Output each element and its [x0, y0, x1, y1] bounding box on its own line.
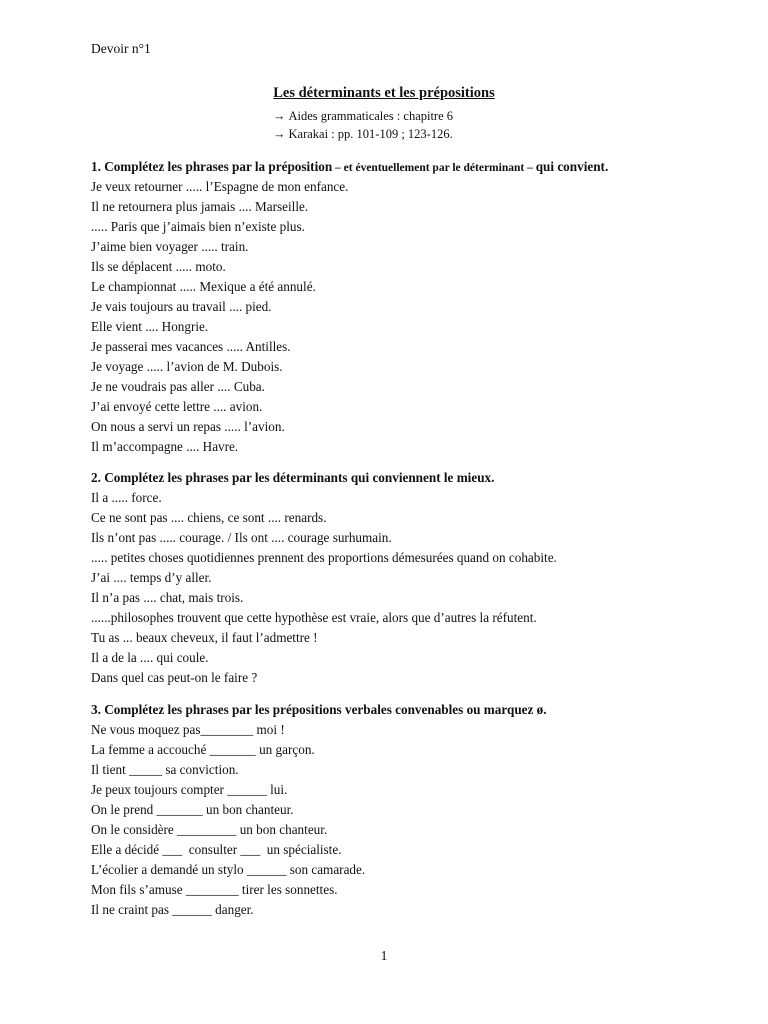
exercise-sentence: Il a de la .... qui coule. — [91, 650, 209, 665]
reference-item — [273, 125, 453, 143]
exercise-sentence: Je peux toujours compter ______ lui. — [91, 782, 288, 797]
exercise-sentence: Ce ne sont pas .... chiens, ce sont .... renards. — [91, 510, 327, 525]
exercise-lines — [91, 720, 691, 920]
exercise-sentence: Mon fils s’amuse ________ tirer les sonnettes. — [91, 882, 338, 897]
exercise-sentence: Je veux retourner ..... l’Espagne de mon enfance. — [91, 179, 349, 194]
exercise-sentence: Elle a décidé ___ consulter ___ un spécialiste. — [91, 842, 342, 857]
exercise-heading-note: – et éventuellement par le déterminant – — [332, 162, 536, 174]
exercise-sentence: Ne vous moquez pas________ moi ! — [91, 722, 285, 737]
exercise-sentence: Il tient _____ sa conviction. — [91, 762, 239, 777]
exercise-lines — [91, 488, 691, 688]
references-list — [273, 107, 453, 143]
exercise-sentence: Tu as ... beaux cheveux, il faut l’admettre ! — [91, 630, 318, 645]
arrow-right-icon: → — [273, 109, 286, 123]
exercise-sentence: ..... Paris que j’aimais bien n’existe plus. — [91, 219, 305, 234]
assignment-label: Devoir n°1 — [91, 41, 151, 56]
exercise-sentence: Dans quel cas peut-on le faire ? — [91, 670, 258, 685]
exercise-sentence: Je vais toujours au travail .... pied. — [91, 299, 272, 314]
exercise-sentence: Ils n’ont pas ..... courage. / Ils ont .... courage surhumain. — [91, 530, 392, 545]
exercise-sentence: Elle vient .... Hongrie. — [91, 319, 209, 334]
exercise-section-3 — [91, 700, 691, 920]
exercise-sentence: J’ai .... temps d’y aller. — [91, 570, 212, 585]
exercise-lines — [91, 177, 691, 457]
exercise-heading — [91, 157, 691, 177]
exercise-sentence: Ils se déplacent ..... moto. — [91, 259, 226, 274]
exercise-heading: 2. Complétez les phrases par les déterminants qui conviennent le mieux. — [91, 470, 495, 485]
exercise-sentence: Il ne craint pas ______ danger. — [91, 902, 254, 917]
exercise-sentence: Je voyage ..... l’avion de M. Dubois. — [91, 359, 283, 374]
exercise-sentence: J’ai envoyé cette lettre .... avion. — [91, 399, 263, 414]
exercise-sentence: On le considère _________ un bon chanteur. — [91, 822, 328, 837]
exercise-sentence: Je passerai mes vacances ..... Antilles. — [91, 339, 291, 354]
exercise-sentence: Il ne retournera plus jamais .... Marseille. — [91, 199, 309, 214]
exercise-sentence: ..... petites choses quotidiennes prennent des proportions démesurées quand on cohabite. — [91, 550, 557, 565]
exercise-section-2 — [91, 468, 691, 688]
page-title: Les déterminants et les prépositions — [273, 85, 495, 101]
exercise-sentence: Il n’a pas .... chat, mais trois. — [91, 590, 244, 605]
exercise-sentence: Le championnat ..... Mexique a été annulé. — [91, 279, 316, 294]
exercise-heading-main: 1. Complétez les phrases par la préposition — [91, 159, 333, 174]
exercise-sentence: On nous a servi un repas ..... l’avion. — [91, 419, 285, 434]
exercise-sentence: L’écolier a demandé un stylo ______ son camarade. — [91, 862, 366, 877]
reference-text: Karakai : pp. 101-109 ; 123-126. — [288, 127, 453, 141]
exercise-sentence: Je ne voudrais pas aller .... Cuba. — [91, 379, 265, 394]
exercise-sentence: Il a ..... force. — [91, 490, 162, 505]
exercise-heading: 3. Complétez les phrases par les prépositions verbales convenables ou marquez ø. — [91, 702, 547, 717]
exercise-sentence: On le prend _______ un bon chanteur. — [91, 802, 294, 817]
exercise-section-1 — [91, 157, 691, 457]
reference-item — [273, 107, 453, 125]
exercise-sentence: J’aime bien voyager ..... train. — [91, 239, 249, 254]
arrow-right-icon: → — [273, 127, 286, 141]
exercise-sentence: La femme a accouché _______ un garçon. — [91, 742, 315, 757]
exercise-sentence: Il m’accompagne .... Havre. — [91, 439, 239, 454]
reference-text: Aides grammaticales : chapitre 6 — [288, 109, 454, 123]
exercise-heading-end: qui convient. — [535, 159, 609, 174]
exercise-sentence: ......philosophes trouvent que cette hypothèse est vraie, alors que d’autres la réfutent. — [91, 610, 537, 625]
page-number: 1 — [380, 948, 388, 963]
